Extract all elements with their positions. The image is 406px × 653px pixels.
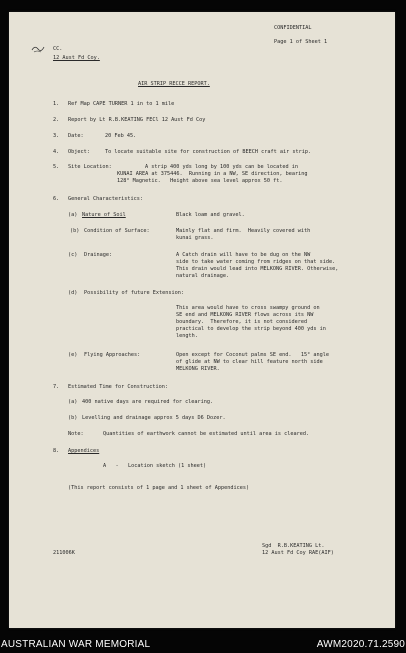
sub-letter: (c): [68, 252, 78, 258]
item-number: 3.: [53, 133, 60, 139]
site-text: 128° Magnetic. Height above sea level approx 50 ft.: [117, 178, 283, 184]
drainage-text: side to take water coming from ridges on that side.: [176, 259, 336, 265]
cc-recipient: 12 Aust Fd Coy.: [53, 55, 100, 61]
page-indicator: Page 1 of Sheet 1: [274, 39, 328, 45]
item-number: 7.: [53, 384, 60, 390]
signature-unit: 12 Aust Fd Coy RAE(AIF): [262, 550, 334, 556]
item-number: 4.: [53, 149, 60, 155]
time-a: 400 native days are required for clearing.: [82, 399, 214, 405]
item-number: 6.: [53, 196, 60, 202]
extension-text: SE end and MELKONG RIVER flows across its NW: [176, 312, 314, 318]
sub-letter: (a): [68, 212, 78, 218]
date-label: Date:: [68, 133, 84, 139]
surface-label: Condition of Surface:: [84, 228, 150, 234]
sub-letter: (b): [68, 415, 78, 421]
drainage-text: natural drainage.: [176, 273, 230, 279]
note-label: Note:: [68, 431, 84, 437]
flying-text: of glide at NW to clear hill feature north side: [176, 359, 323, 365]
flying-text: MELKONG RIVER.: [176, 366, 220, 372]
item-number: 2.: [53, 117, 60, 123]
sub-letter: (e): [68, 352, 78, 358]
extension-text: This area would have to cross swampy ground on: [176, 305, 320, 311]
handwritten-mark: [31, 44, 45, 54]
surface-text: Mainly flat and firm. Heavily covered with: [176, 228, 311, 234]
date-time-group: 211006K: [53, 550, 75, 556]
cc-label: CC.: [53, 46, 63, 52]
object-value: To locate suitable site for construction of BEECH craft air strip.: [105, 149, 312, 155]
note-text: Quantities of earthwork cannot be estimated until area is cleared.: [103, 431, 310, 437]
general-heading: General Characteristics:: [68, 196, 143, 202]
signature-name: Sgd R.B.KEATING Lt.: [262, 543, 325, 549]
drainage-label: Drainage:: [84, 252, 113, 258]
sub-letter: (a): [68, 399, 78, 405]
footer-source: AUSTRALIAN WAR MEMORIAL: [1, 639, 151, 650]
extension-label: Possibility of future Extension:: [84, 290, 184, 296]
sub-letter: (b): [70, 228, 80, 234]
sub-letter: (d): [68, 290, 78, 296]
appendix-a: A - Location sketch (1 sheet): [103, 463, 207, 469]
report-title: AIR STRIP RECCE REPORT.: [138, 81, 210, 87]
site-text: KUNAI AREA at 375446. Running in a NW, SE direction, bearing: [117, 171, 308, 177]
extension-text: boundary. Therefore, it is not considered: [176, 319, 308, 325]
flying-text: Open except for Coconut palms SE end. 15° angle: [176, 352, 330, 358]
confidential-mark: CONFIDENTIAL: [274, 25, 312, 31]
drainage-text: This drain would lead into MELKONG RIVER. Otherwise,: [176, 266, 339, 272]
time-b: Levelling and drainage approx 5 days D6 Dozer.: [82, 415, 226, 421]
ref-map: Ref Map CAPE TURNER 1 in to 1 mile: [68, 101, 175, 107]
date-value: 20 Feb 45.: [105, 133, 137, 139]
object-label: Object:: [68, 149, 90, 155]
extension-text: length.: [176, 333, 198, 339]
appendices-heading: Appendices: [68, 448, 100, 454]
report-consists: (This report consists of 1 page and 1 sheet of Appendices): [68, 485, 250, 491]
item-number: 5.: [53, 164, 60, 170]
item-number: 8.: [53, 448, 60, 454]
soil-label: Nature of Soil: [82, 212, 126, 218]
time-heading: Estimated Time for Construction:: [68, 384, 168, 390]
site-text: A strip 400 yds long by 100 yds can be located in: [145, 164, 299, 170]
surface-text: kunai grass.: [176, 235, 214, 241]
footer-accession: AWM2020.71.2590: [316, 639, 405, 650]
flying-label: Flying Approaches:: [84, 352, 141, 358]
drainage-text: A Catch drain will have to be dug on the NW: [176, 252, 311, 258]
soil-value: Black loam and gravel.: [176, 212, 245, 218]
site-label: Site Location:: [68, 164, 112, 170]
report-by: Report by Lt R.B.KEATING FECl 12 Aust Fd Coy: [68, 117, 206, 123]
extension-text: practical to develop the strip beyond 400 yds in: [176, 326, 326, 332]
item-number: 1.: [53, 101, 60, 107]
